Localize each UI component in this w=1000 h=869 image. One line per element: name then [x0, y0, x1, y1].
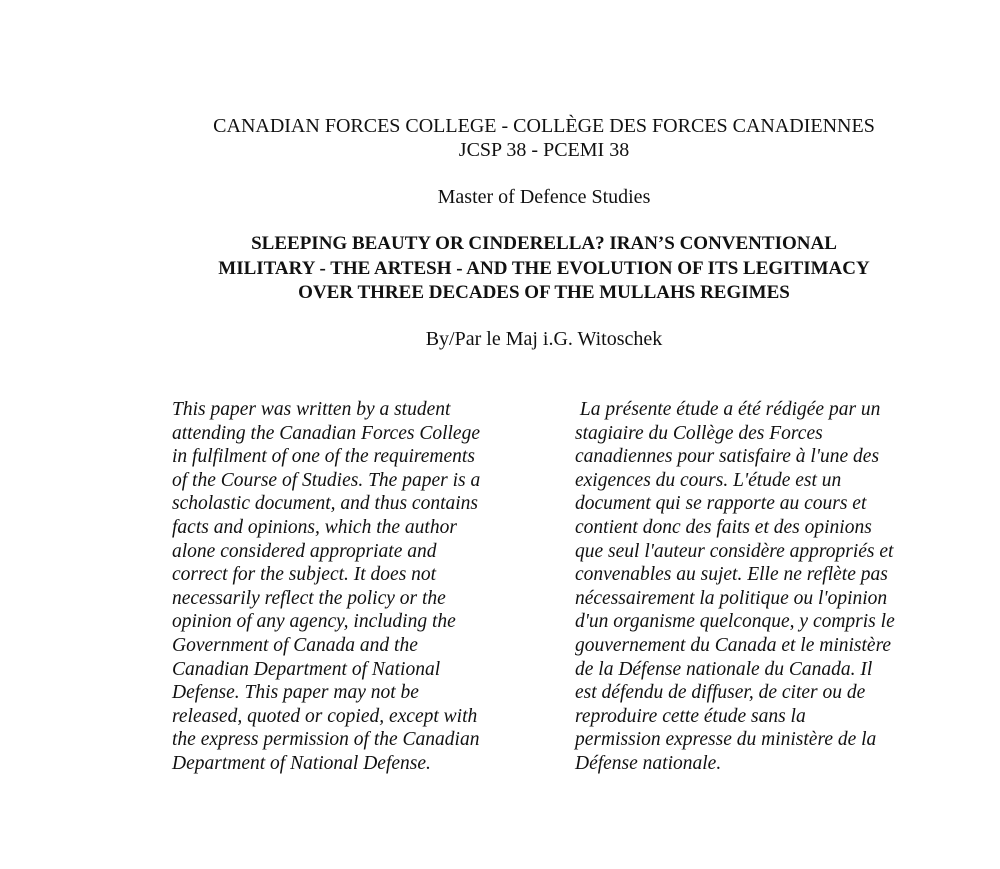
disclaimer-line: de la Défense nationale du Canada. Il	[575, 658, 873, 680]
disclaimer-line: canadiennes pour satisfaire à l'une des	[575, 446, 880, 468]
disclaimer-line: La présente étude a été rédigée par un	[575, 399, 881, 420]
disclaimer-french	[575, 398, 935, 776]
disclaimer-line: alone considered appropriate and	[172, 540, 437, 562]
disclaimer-english	[172, 398, 532, 776]
disclaimer-line: facts and opinions, which the author	[172, 516, 457, 538]
disclaimer-line: est défendu de diffuser, de citer ou de	[575, 682, 866, 704]
disclaimer-line: document qui se rapporte au cours et	[575, 493, 867, 515]
disclaimer-line: correct for the subject. It does not	[172, 564, 437, 586]
disclaimer-line: gouvernement du Canada et le ministère	[575, 634, 892, 656]
disclaimer-line: Défense nationale.	[575, 752, 722, 774]
disclaimer-line: in fulfilment of one of the requirements	[172, 446, 475, 468]
program-code: JCSP 38 - PCEMI 38	[458, 139, 630, 161]
disclaimer-line: attending the Canadian Forces College	[172, 422, 480, 444]
disclaimer-line: Government of Canada and the	[172, 634, 418, 656]
disclaimer-line: released, quoted or copied, except with	[172, 705, 478, 727]
title-line: MILITARY - THE ARTESH - AND THE EVOLUTION OF ITS LEGITIMACY	[218, 257, 870, 279]
disclaimer-line: Department of National Defense.	[172, 752, 431, 774]
disclaimer-line: Canadian Department of National	[172, 658, 441, 680]
disclaimer-line: stagiaire du Collège des Forces	[575, 422, 823, 444]
disclaimer-line: Defense. This paper may not be	[172, 682, 419, 704]
college-name: CANADIAN FORCES COLLEGE - COLLÈGE DES FORCES CANADIENNES	[213, 115, 875, 137]
degree-name: Master of Defence Studies	[437, 186, 651, 208]
disclaimer-line: convenables au sujet. Elle ne reflète pas	[575, 564, 888, 586]
disclaimer-line: This paper was written by a student	[172, 399, 451, 420]
disclaimer-line: scholastic document, and thus contains	[172, 493, 479, 515]
disclaimer-line: nécessairement la politique ou l'opinion	[575, 587, 888, 609]
disclaimer-line: reproduire cette étude sans la	[575, 705, 806, 727]
disclaimer-line: of the Course of Studies. The paper is a	[172, 469, 481, 491]
disclaimer-line: exigences du cours. L'étude est un	[575, 469, 842, 491]
disclaimer-line: permission expresse du ministère de la	[575, 729, 877, 751]
author-byline: By/Par le Maj i.G. Witoschek	[425, 328, 663, 350]
disclaimer-line: que seul l'auteur considère appropriés et	[575, 540, 894, 562]
disclaimer-line: contient donc des faits et des opinions	[575, 516, 872, 538]
title-line: OVER THREE DECADES OF THE MULLAHS REGIMES	[298, 282, 790, 303]
disclaimer-line: opinion of any agency, including the	[172, 611, 456, 633]
disclaimer-line: the express permission of the Canadian	[172, 729, 480, 751]
disclaimer-line: d'un organisme quelconque, y compris le	[575, 611, 895, 633]
title-line: SLEEPING BEAUTY OR CINDERELLA? IRAN’S CONVENTIONAL	[251, 233, 837, 254]
disclaimer-line: necessarily reflect the policy or the	[172, 587, 446, 609]
